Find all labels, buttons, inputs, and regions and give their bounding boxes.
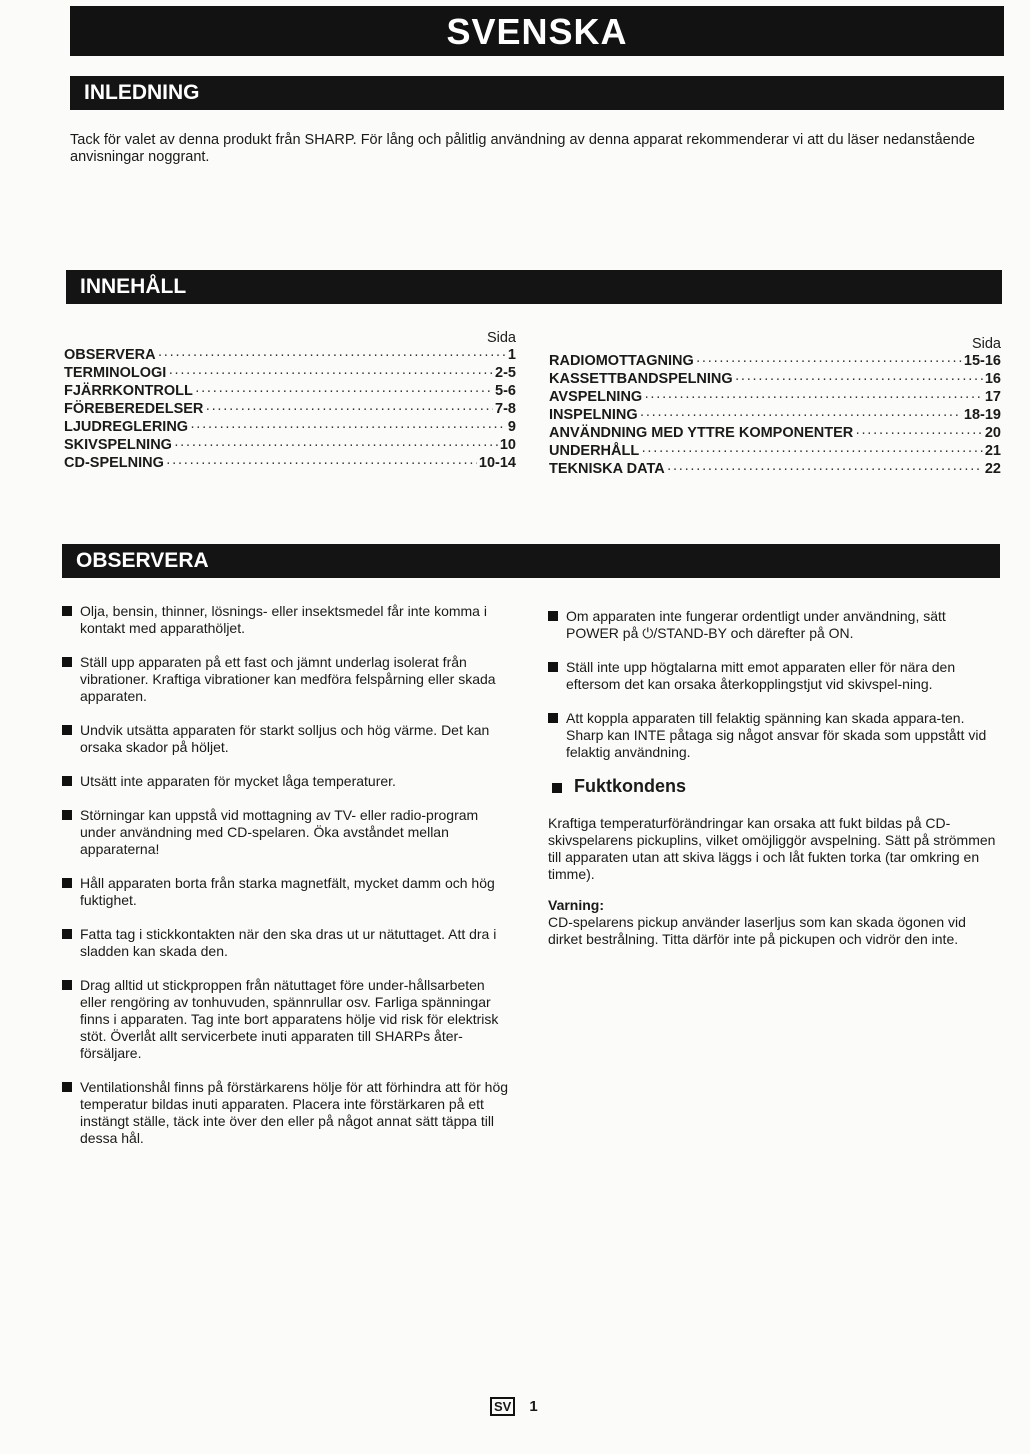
- fuktkondens-heading-text: Fuktkondens: [574, 776, 687, 796]
- toc-entry-page: 17: [984, 389, 1001, 405]
- toc-leader-dots: [667, 460, 983, 478]
- bullet-square-icon: [548, 611, 558, 621]
- toc-entry-label: TEKNISKA DATA: [549, 461, 665, 477]
- toc-entry-label: TERMINOLOGI: [64, 365, 167, 381]
- toc-entry: [549, 424, 1001, 442]
- toc-leader-dots: [166, 454, 477, 472]
- toc-entry: [549, 442, 1001, 460]
- toc-entry-page: 20: [984, 425, 1001, 441]
- toc-entry-page: 21: [984, 443, 1001, 459]
- toc-entry: [549, 406, 1001, 424]
- bullet-item: [62, 654, 510, 705]
- language-badge: SV: [490, 1397, 515, 1416]
- bullet-text: Störningar kan uppstå vid mottagning av TV- eller radio-program under användning med CD-spelaren. Öka avståndet mellan apparaterna!: [80, 807, 479, 857]
- toc-entry-page: 10: [499, 437, 516, 453]
- bullet-square-icon: [62, 606, 72, 616]
- bullet-item: [62, 977, 510, 1062]
- toc-entry-label: OBSERVERA: [64, 347, 156, 363]
- toc-page-label: Sida: [486, 330, 516, 346]
- toc-entry-page: 16: [984, 371, 1001, 387]
- bullet-item: [62, 1079, 510, 1147]
- toc-leader-dots: [855, 424, 983, 442]
- bullet-square-icon: [62, 810, 72, 820]
- bullet-item: [548, 659, 996, 693]
- toc-leader-dots: [195, 382, 493, 400]
- bullet-item: [548, 710, 996, 761]
- toc-entry: [64, 346, 516, 364]
- bullet-square-icon: [62, 725, 72, 735]
- toc-leader-dots: [158, 346, 506, 364]
- bullet-square-icon: [62, 980, 72, 990]
- toc-entry-page: 1: [507, 347, 516, 363]
- page-number: 1: [529, 1398, 538, 1415]
- intro-text: Tack för valet av denna produkt från SHARP. För lång och pålitlig användning av denna apparat rekommenderar vi att du läser nedanstående anvisningar noggrant.: [70, 132, 975, 165]
- toc-entry-label: AVSPELNING: [549, 389, 643, 405]
- toc-page-label: Sida: [971, 336, 1001, 352]
- bullet-text: Ställ upp apparaten på ett fast och jämnt underlag isolerat från vibrationer. Kraftiga vibrationer kan medföra felspårning eller skada apparaten.: [80, 654, 496, 704]
- toc-left-column: [64, 330, 516, 472]
- toc-entry: [549, 352, 1001, 370]
- bullet-square-icon: [548, 662, 558, 672]
- toc-entry-label: ANVÄNDNING MED YTTRE KOMPONENTER: [549, 425, 854, 441]
- bullet-item: [62, 807, 510, 858]
- varning-title: Varning:: [548, 897, 605, 913]
- toc-entry: [64, 400, 516, 418]
- toc-leader-dots: [644, 388, 983, 406]
- toc-entry: [549, 460, 1001, 478]
- bullet-item: [62, 875, 510, 909]
- toc-entry-label: LJUDREGLERING: [64, 419, 189, 435]
- toc-entry-label: CD-SPELNING: [64, 455, 164, 471]
- toc-leader-dots: [696, 352, 962, 370]
- toc-leader-dots: [168, 364, 493, 382]
- toc-entry-label: FÖREBEREDELSER: [64, 401, 204, 417]
- toc-entry: [64, 436, 516, 454]
- toc-entry-label: KASSETTBANDSPELNING: [549, 371, 733, 387]
- bullet-square-icon: [62, 776, 72, 786]
- fuktkondens-heading: [548, 778, 996, 795]
- toc-entry-page: 7-8: [495, 401, 516, 417]
- toc-entry-label: INSPELNING: [549, 407, 638, 423]
- toc-leader-dots: [641, 442, 983, 460]
- section-heading-inledning: INLEDNING: [70, 76, 1004, 110]
- bullet-text: Ventilationshål finns på förstärkarens hölje för att förhindra att för hög temperatur bildas inuti apparaten. Placera inte förstärkaren på ett instängt ställe, täck inte över den eller på något annat sätt täppa till dessa hål.: [80, 1079, 509, 1146]
- section-heading-observera: OBSERVERA: [62, 544, 1000, 578]
- toc-entry-label: FJÄRRKONTROLL: [64, 383, 193, 399]
- toc-entry-page: 5-6: [495, 383, 516, 399]
- toc-entry-label: RADIOMOTTAGNING: [549, 353, 694, 369]
- bullet-item: [62, 722, 510, 756]
- fuktkondens-text: Kraftiga temperaturförändringar kan orsaka att fukt bildas på CD-skivspelarens pickuplins, vilket omöjliggör avspelning. Sätt på strömmen till apparaten utan att skiva läggs i och låt fukten torka (tar omkring en timme).: [548, 815, 996, 882]
- bullet-text: Drag alltid ut stickproppen från nätuttaget före under-hållsarbeten eller rengöring av tonhuvuden, spännrullar osv. Farliga spänningar finns i apparaten. Tag inte bort apparatens hölje vid risk för elektrisk stöt. Överlåt allt servicerbete inuti apparaten till SHARPs åter-försäljare.: [80, 977, 499, 1061]
- bullet-square-icon: [548, 713, 558, 723]
- page-footer: [490, 1397, 538, 1416]
- bullet-text: Undvik utsätta apparaten för starkt solljus och hög värme. Det kan orsaka skador på höljet.: [80, 722, 490, 755]
- bullet-text: Håll apparaten borta från starka magnetfält, mycket damm och hög fuktighet.: [80, 875, 495, 908]
- toc-entry: [64, 364, 516, 382]
- toc-entry: [549, 370, 1001, 388]
- bullet-square-icon: [62, 929, 72, 939]
- bullet-square-icon: [62, 657, 72, 667]
- toc-entry: [64, 382, 516, 400]
- bullet-item: [62, 603, 510, 637]
- bullet-item: [548, 608, 996, 642]
- bullet-square-icon: [552, 783, 562, 793]
- toc-entry-page: 2-5: [495, 365, 516, 381]
- observera-left-column: [62, 603, 510, 1164]
- toc-entry-page: 9: [507, 419, 516, 435]
- toc-leader-dots: [205, 400, 493, 418]
- toc-leader-dots: [735, 370, 983, 388]
- toc-entry: [64, 418, 516, 436]
- toc-entry-page: 15-16: [963, 353, 1001, 369]
- bullet-text: Att koppla apparaten till felaktig spänning kan skada appara-ten. Sharp kan INTE påtaga sig något ansvar för skada som uppstått vid felaktig användning.: [566, 710, 987, 760]
- bullet-item: [62, 926, 510, 960]
- bullet-text: Utsätt inte apparaten för mycket låga temperaturer.: [80, 773, 396, 789]
- page-title: SVENSKA: [70, 6, 1004, 56]
- bullet-text: Olja, bensin, thinner, lösnings- eller insektsmedel får inte komma i kontakt med apparathöljet.: [80, 603, 487, 636]
- observera-right-column: [548, 608, 996, 962]
- toc-entry-label: SKIVSPELNING: [64, 437, 172, 453]
- bullet-item: [62, 773, 510, 790]
- toc-entry: [64, 454, 516, 472]
- bullet-text: Ställ inte upp högtalarna mitt emot apparaten eller för nära den eftersom det kan orsaka återkopplingstjut vid skivspel-ning.: [566, 659, 956, 692]
- toc-leader-dots: [640, 406, 962, 424]
- toc-entry-label: UNDERHÅLL: [549, 443, 640, 459]
- toc-right-column: [549, 336, 1001, 478]
- toc-entry: [549, 388, 1001, 406]
- toc-leader-dots: [190, 418, 506, 436]
- bullet-square-icon: [62, 878, 72, 888]
- varning-text: CD-spelarens pickup använder laserljus som kan skada ögonen vid dirket bestrålning. Titta därför inte på pickupen och vidrör den inte.: [548, 914, 966, 947]
- bullet-text: Fatta tag i stickkontakten när den ska dras ut ur nätuttaget. Att dra i sladden kan skada den.: [80, 926, 497, 959]
- toc-entry-page: 18-19: [963, 407, 1001, 423]
- bullet-square-icon: [62, 1082, 72, 1092]
- toc-entry-page: 22: [984, 461, 1001, 477]
- bullet-text: Om apparaten inte fungerar ordentligt under användning, sätt POWER på ⏻/STAND-BY och därefter på ON.: [566, 608, 946, 641]
- toc-entry-page: 10-14: [478, 455, 516, 471]
- toc-leader-dots: [174, 436, 498, 454]
- section-heading-innehall: INNEHÅLL: [66, 270, 1002, 304]
